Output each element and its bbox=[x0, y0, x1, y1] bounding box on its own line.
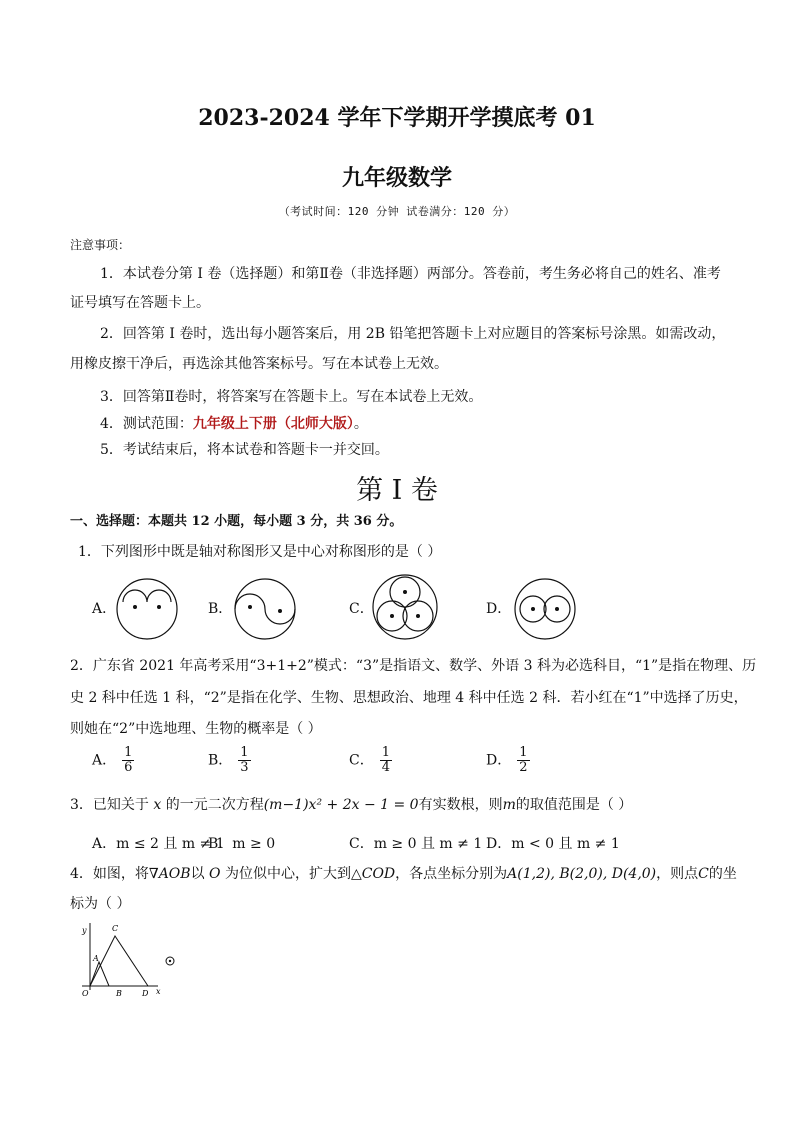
notice-item-3: 3．回答第Ⅱ卷时，将答案写在答题卡上。写在本试卷上无效。 bbox=[100, 389, 483, 405]
fraction-numerator: 1 bbox=[240, 745, 249, 760]
q4-line-1 bbox=[70, 864, 737, 884]
q2-option-b-label: B． bbox=[208, 752, 233, 769]
q3-stem-a: 3．已知关于 bbox=[70, 797, 154, 813]
q1-option-b-label: B． bbox=[208, 601, 233, 617]
q1-figure-a bbox=[112, 574, 182, 644]
q3-stem-d: 的取值范围是（ ） bbox=[515, 797, 633, 813]
fraction-denominator: 6 bbox=[124, 760, 133, 775]
q1-stem: 1．下列图形中既是轴对称图形又是中心对称图形的是（ ） bbox=[78, 544, 442, 560]
q4-text-a: 4．如图，将∇ bbox=[70, 866, 159, 882]
notice-item-4-suffix: 。 bbox=[353, 416, 368, 432]
q2-option-d-label: D． bbox=[486, 752, 512, 769]
figure-label-a: A bbox=[93, 954, 99, 963]
fraction-numerator: 1 bbox=[381, 745, 390, 760]
q3-stem-c: 有实数根，则 bbox=[418, 797, 503, 813]
q4-line-2: 标为（ ） bbox=[70, 896, 131, 912]
q2-line-3: 则她在“2”中选地理、生物的概率是（ ） bbox=[70, 721, 322, 737]
notice-heading: 注意事项： bbox=[70, 238, 131, 252]
section-title: 第 I 卷 bbox=[356, 475, 438, 506]
q2-option-d bbox=[486, 746, 530, 775]
q4-figure bbox=[70, 918, 190, 1008]
q2-option-b-fraction bbox=[238, 746, 250, 775]
q3-equation: (m−1)x² + 2x − 1 = 0 bbox=[263, 797, 419, 813]
q3-stem bbox=[70, 795, 632, 815]
q4-text-d: ，各点坐标分别为 bbox=[395, 866, 508, 882]
q4-text-f: 的坐 bbox=[708, 866, 737, 882]
exam-title: 2023-2024 学年下学期开学摸底考 01 bbox=[198, 105, 596, 131]
fraction-denominator: 2 bbox=[519, 760, 528, 775]
q2-option-c bbox=[349, 746, 392, 775]
test-scope: 九年级上下册（北师大版） bbox=[192, 416, 354, 432]
notice-item-4-prefix: 4．测试范围： bbox=[100, 416, 193, 432]
q2-option-a-label: A． bbox=[92, 752, 117, 769]
notice-item-5: 5．考试结束后，将本试卷和答题卡一并交回。 bbox=[100, 442, 389, 458]
notice-item-1-line-2: 证号填写在答题卡上。 bbox=[70, 295, 210, 311]
figure-label-y: y bbox=[82, 926, 87, 935]
q3-stem-b: 的一元二次方程 bbox=[161, 797, 264, 813]
q3-option-b: B．m ≥ 0 bbox=[208, 836, 276, 852]
figure-label-d: D bbox=[142, 989, 149, 998]
q4-center-o: O bbox=[209, 866, 221, 882]
q3-option-c: C．m ≥ 0 且 m ≠ 1 bbox=[349, 836, 483, 852]
q2-option-a bbox=[92, 746, 134, 775]
q2-option-a-fraction bbox=[122, 746, 134, 775]
q1-figure-c bbox=[370, 572, 440, 642]
fraction-numerator: 1 bbox=[519, 745, 528, 760]
exam-info: （考试时间：120 分钟 试卷满分：120 分） bbox=[278, 205, 516, 218]
q4-triangle-aob: AOB bbox=[158, 866, 191, 882]
q4-text-e: ，则点 bbox=[656, 866, 699, 882]
q1-option-d-label: D． bbox=[486, 601, 512, 617]
figure-label-c: C bbox=[112, 924, 119, 933]
figure-label-x: x bbox=[156, 987, 161, 996]
fraction-denominator: 3 bbox=[240, 760, 249, 775]
fraction-denominator: 4 bbox=[381, 760, 390, 775]
q2-line-2: 史 2 科中任选 1 科，“2”是指在化学、生物、思想政治、地理 4 科中任选 2 科．若小红在“1”中选择了历史， bbox=[70, 690, 748, 706]
q2-option-d-fraction bbox=[517, 746, 529, 775]
notice-item-4 bbox=[100, 414, 368, 434]
q2-option-c-fraction bbox=[380, 746, 392, 775]
q3-option-a: A．m ≤ 2 且 m ≠ 1 bbox=[92, 836, 225, 852]
q4-point-c: C bbox=[698, 866, 709, 882]
notice-item-2-line-1: 2．回答第 I 卷时，选出每小题答案后，用 2B 铅笔把答题卡上对应题目的答案标号涂黑。如需改动， bbox=[100, 326, 726, 342]
notice-item-1-line-1: 1．本试卷分第 I 卷（选择题）和第Ⅱ卷（非选择题）两部分。答卷前，考生务必将自己的姓名、准考 bbox=[100, 266, 721, 282]
figure-label-b: B bbox=[116, 989, 122, 998]
subject-title: 九年级数学 bbox=[341, 165, 452, 191]
part-1-heading: 一、选择题：本题共 12 小题，每小题 3 分，共 36 分。 bbox=[70, 514, 403, 529]
notice-item-2-line-2: 用橡皮擦干净后，再选涂其他答案标号。写在本试卷上无效。 bbox=[70, 356, 448, 372]
q1-option-c-label: C． bbox=[349, 601, 374, 617]
q3-var-x: x bbox=[153, 797, 162, 813]
q3-option-d: D．m < 0 且 m ≠ 1 bbox=[486, 836, 620, 852]
fraction-numerator: 1 bbox=[124, 745, 133, 760]
q2-line-1: 2．广东省 2021 年高考采用“3+1+2”模式：“3”是指语文、数学、外语 3 科为必选科目，“1”是指在物理、历 bbox=[70, 658, 757, 674]
q1-figure-d bbox=[510, 574, 580, 644]
q4-coordinates: A(1,2), B(2,0), D(4,0) bbox=[507, 866, 657, 882]
q4-text-c: 为位似中心，扩大到△ bbox=[220, 866, 362, 882]
q1-option-a-label: A． bbox=[92, 601, 117, 617]
q2-option-c-label: C． bbox=[349, 752, 374, 769]
figure-label-o: O bbox=[82, 989, 89, 998]
q3-var-m: m bbox=[502, 797, 516, 813]
q2-option-b bbox=[208, 746, 251, 775]
q4-triangle-cod: COD bbox=[361, 866, 396, 882]
q4-text-b: 以 bbox=[190, 866, 210, 882]
q1-figure-b bbox=[230, 574, 300, 644]
